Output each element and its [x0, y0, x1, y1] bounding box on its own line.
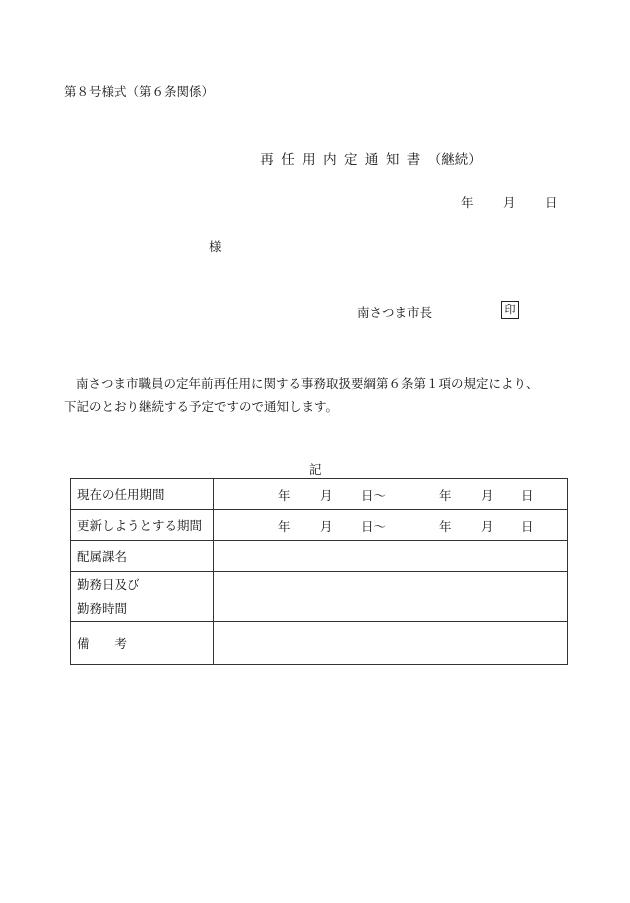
- period-end-year: 年: [439, 488, 452, 503]
- form-number: 第８号様式（第６条関係）: [64, 84, 215, 99]
- row-label-department: 配属課名: [71, 541, 214, 572]
- date-line: [461, 193, 558, 211]
- current-period-value: [214, 479, 568, 510]
- date-year: 年: [461, 195, 474, 210]
- body-text: [64, 372, 584, 418]
- document-title: [0, 148, 630, 168]
- period-day-tilde: 日〜: [361, 488, 387, 503]
- recipient-suffix: 様: [209, 239, 222, 254]
- period-year: 年: [278, 488, 291, 503]
- period-end-day: 日: [521, 488, 534, 503]
- department-value: [214, 541, 568, 572]
- body-line-1: 南さつま市職員の定年前再任用に関する事務取扱要綱第６条第１項の規定により、: [76, 376, 539, 391]
- ki-label: 記: [309, 462, 322, 477]
- title-suffix: （継続）: [427, 152, 482, 168]
- sender-name: 南さつま市長: [357, 305, 433, 320]
- date-day: 日: [545, 195, 558, 210]
- table-row: [71, 510, 568, 541]
- period-end-day: 日: [521, 519, 534, 534]
- row-label-renewal-period: 更新しようとする期間: [71, 510, 214, 541]
- period-end-month: 月: [481, 519, 494, 534]
- remarks-value: [214, 622, 568, 665]
- row-label-work-schedule: [71, 572, 214, 622]
- table-row: [71, 572, 568, 622]
- work-hours-label: 勤務時間: [77, 600, 128, 616]
- period-month: 月: [320, 519, 333, 534]
- table-row: [71, 479, 568, 510]
- period-end-month: 月: [481, 488, 494, 503]
- work-schedule-value: [214, 572, 568, 622]
- period-year: 年: [278, 519, 291, 534]
- renewal-period-value: [214, 510, 568, 541]
- table-row: [71, 622, 568, 665]
- seal-mark: 印: [501, 301, 519, 319]
- row-label-current-period: 現在の任用期間: [71, 479, 214, 510]
- work-days-label: 勤務日及び: [77, 576, 140, 592]
- period-month: 月: [320, 488, 333, 503]
- body-line-2: 下記のとおり継続する予定ですので通知します。: [64, 399, 339, 414]
- date-month: 月: [503, 195, 516, 210]
- detail-table: [70, 478, 568, 665]
- title-main: 再任用内定通知書: [260, 152, 428, 168]
- table-row: [71, 541, 568, 572]
- row-label-remarks: 備 考: [71, 622, 214, 665]
- period-day-tilde: 日〜: [361, 519, 387, 534]
- period-end-year: 年: [439, 519, 452, 534]
